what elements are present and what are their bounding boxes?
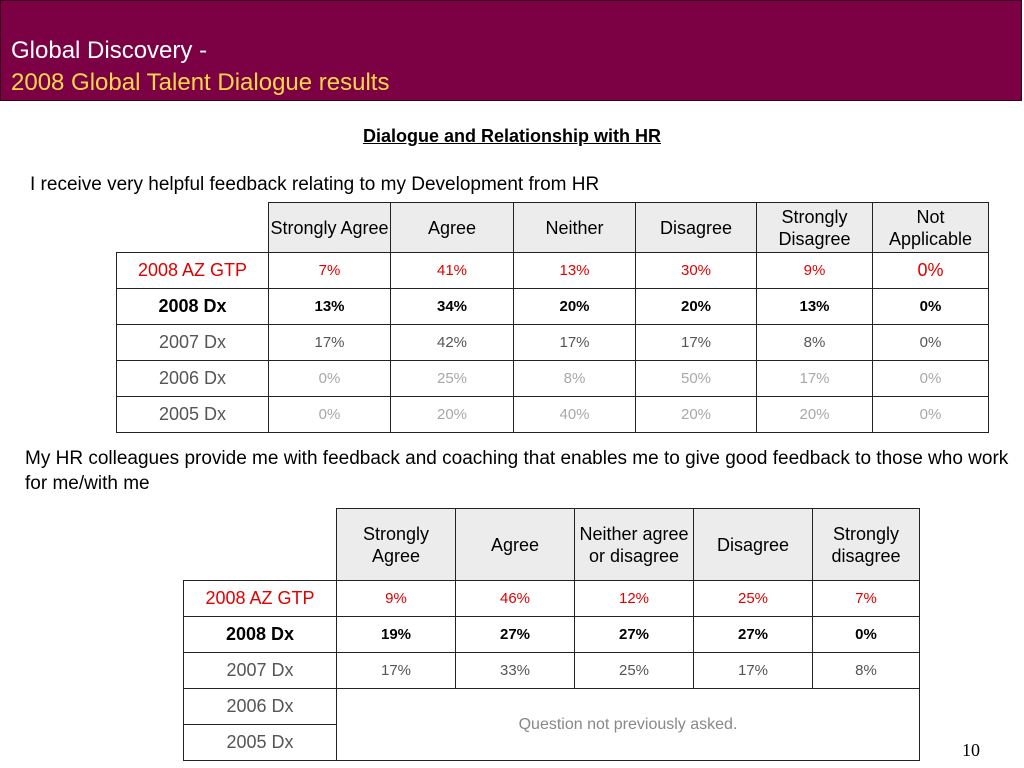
column-header: Not Applicable [873, 203, 989, 253]
table-cell: 17% [514, 325, 636, 361]
table-cell: 0% [873, 361, 989, 397]
table-row [117, 289, 989, 325]
column-header: Agree [456, 509, 575, 581]
table-row [184, 617, 920, 653]
corner-cell [184, 509, 337, 581]
table-row [184, 653, 920, 689]
table-cell: 8% [813, 653, 920, 689]
row-label: 2005 Dx [184, 725, 337, 761]
table-cell: 34% [391, 289, 514, 325]
row-label: 2008 AZ GTP [184, 581, 337, 617]
table-cell: 0% [873, 289, 989, 325]
corner-cell [117, 203, 269, 253]
table-cell: 20% [514, 289, 636, 325]
table-cell: 20% [391, 397, 514, 433]
table-cell: 25% [694, 581, 813, 617]
table-cell: 17% [337, 653, 456, 689]
table-cell: 33% [456, 653, 575, 689]
column-header: Strongly Disagree [757, 203, 873, 253]
table-cell: 20% [636, 289, 757, 325]
table-cell: 20% [757, 397, 873, 433]
table-cell: 0% [269, 361, 391, 397]
table-cell: 46% [456, 581, 575, 617]
table-cell: 8% [757, 325, 873, 361]
row-label: 2008 Dx [184, 617, 337, 653]
table-cell: 0% [873, 253, 989, 289]
table-cell: 13% [514, 253, 636, 289]
table-cell: 9% [337, 581, 456, 617]
table-cell: 20% [636, 397, 757, 433]
table-cell: 0% [813, 617, 920, 653]
table-cell: 9% [757, 253, 873, 289]
table-cell: 7% [813, 581, 920, 617]
question-1-table [116, 202, 989, 433]
table-cell: 41% [391, 253, 514, 289]
table-cell: 0% [873, 397, 989, 433]
table-row [117, 361, 989, 397]
column-header: Disagree [694, 509, 813, 581]
column-header: Neither agree or disagree [575, 509, 694, 581]
table-cell: 27% [456, 617, 575, 653]
title-banner [0, 0, 1022, 101]
column-header: Disagree [636, 203, 757, 253]
row-label: 2005 Dx [117, 397, 269, 433]
not-asked-note: Question not previously asked. [337, 689, 920, 761]
question-2-table [183, 508, 920, 761]
row-label: 2007 Dx [184, 653, 337, 689]
table-cell: 50% [636, 361, 757, 397]
table-cell: 40% [514, 397, 636, 433]
table-cell: 27% [694, 617, 813, 653]
table-cell: 0% [873, 325, 989, 361]
table-cell: 17% [269, 325, 391, 361]
table-row [117, 397, 989, 433]
table-row [117, 325, 989, 361]
column-header: Strongly Agree [337, 509, 456, 581]
slide-title-line1: Global Discovery - [11, 37, 208, 64]
table-cell: 27% [575, 617, 694, 653]
column-header: Neither [514, 203, 636, 253]
page-number: 10 [962, 740, 980, 760]
slide-title-line2: 2008 Global Talent Dialogue results [11, 69, 390, 96]
table-cell: 25% [575, 653, 694, 689]
table-cell: 13% [269, 289, 391, 325]
question-1-text: I receive very helpful feedback relating to my Development from HR [30, 174, 600, 195]
table-cell: 8% [514, 361, 636, 397]
table-cell: 7% [269, 253, 391, 289]
table-row [184, 689, 920, 725]
table-cell: 17% [694, 653, 813, 689]
column-header: Strongly Agree [269, 203, 391, 253]
section-title: Dialogue and Relationship with HR [362, 126, 661, 146]
table-cell: 12% [575, 581, 694, 617]
table-cell: 42% [391, 325, 514, 361]
row-label: 2008 AZ GTP [117, 253, 269, 289]
table-cell: 25% [391, 361, 514, 397]
table-cell: 13% [757, 289, 873, 325]
column-header: Strongly disagree [813, 509, 920, 581]
question-2-text: My HR colleagues provide me with feedback and coaching that enables me to give good feedback to those who work for me/with me [25, 448, 1009, 494]
table-cell: 17% [636, 325, 757, 361]
row-label: 2006 Dx [184, 689, 337, 725]
row-label: 2008 Dx [117, 289, 269, 325]
table-row [184, 581, 920, 617]
column-header: Agree [391, 203, 514, 253]
row-label: 2006 Dx [117, 361, 269, 397]
table-row [117, 253, 989, 289]
table-cell: 17% [757, 361, 873, 397]
table-cell: 19% [337, 617, 456, 653]
table-cell: 0% [269, 397, 391, 433]
row-label: 2007 Dx [117, 325, 269, 361]
table-cell: 30% [636, 253, 757, 289]
